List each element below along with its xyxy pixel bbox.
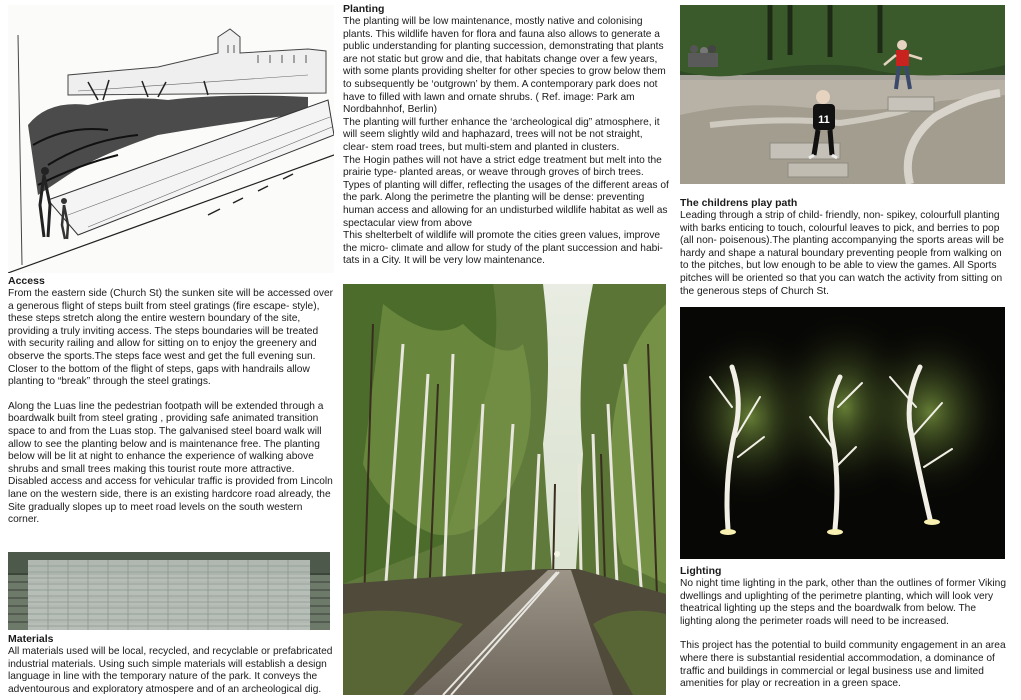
planting-heading: Planting <box>343 3 385 15</box>
planting-paragraph-3: The Hogin pathes will not have a strict edge treatment but melt into the prairie type- planted areas, or weave through groves of birch trees. <box>343 154 662 179</box>
planting-paragraph-4: Types of planting will differ, reflecting the usages of the different areas of the park. Along the perimetre the planting will be dense: preventing human access and allowing for an undisturbed wildlife habitat as well as spectacular view from above <box>343 179 669 229</box>
steel-grating-photo <box>8 552 330 630</box>
materials-paragraph: All materials used will be local, recycled, and recyclable or prefabricated industrial materials. Using such simple materials will establish a design language in line with the temporary nature of the park. It conveys the adventourous and exploratory atmospere and of an archeological dig. <box>8 646 333 695</box>
play-path-paragraph: Leading through a strip of child- friendly, non- spikey, colourfull planting with barks enticing to touch, colourful leaves to pick, and berries to pop (all non- poisenous).The planting accompanying the sports areas will be hardy and shape a natural boundary preventing people from walking on to the pitches, but low enough to be able to view the games. All Sports pitches will be oriented so that you can watch the activity from sitting on the generous steps of Church St. <box>680 210 1004 297</box>
birch-avenue-photo <box>343 284 666 695</box>
access-paragraph-1: From the eastern side (Church St) the sunken site will be accessed over a generous flight of steps built from steel gratings (fire escape- style), these steps stretch along the entire western boundary of the site, providing a truly inviting access. The steps boundaries will be treated with security railing and allow for sitting on to enjoy the greenery and observe the sports.The steps face west and get the full evening sun. Closer to the bottom of the flight of steps, gaps with handrails allow planting to “break” through the steel gratings. <box>8 288 334 388</box>
planting-paragraph-5: This shelterbelt of wildlife will promote the cities green values, improve the micro- climate and allow for study of the plant succession and habi- tats in a City. It will be very low maintenance. <box>343 230 663 267</box>
play-path-heading: The childrens play path <box>680 197 798 209</box>
planting-paragraph-2: The planting will further enhance the ‘archeological dig” atmosphere, it will seem slightly wild and haphazard, trees will not be not straight, clear- stem road trees, but multi-stem and planted in clusters. <box>343 116 660 153</box>
children-play-path-photo <box>680 5 1005 184</box>
uplit-birch-trees-photo <box>680 307 1005 559</box>
materials-heading: Materials <box>8 633 54 645</box>
planting-paragraph-1: The planting will be low maintenance, mostly native and colonising plants. This wildlife haven for flora and fauna also allows to generate a public understanding for planting succession, demonstrating that plants are not static but grow and die, that habitats change over a few years, with some plants providing shelter for other species to grow below them to subsequently be ‘outgrown’ by them. A contemporary park does not have to filled with lawn and ornate shrubs. ( Ref. image: Park am Nordbahnhof, Berlin) <box>343 16 666 116</box>
lighting-heading: Lighting <box>680 565 722 577</box>
access-heading: Access <box>8 275 45 287</box>
sketch-illustration <box>8 5 334 273</box>
lighting-paragraph-2: This project has the potential to build community engagement in an area where there is substantial residential accommodation, a dominance of traffic and buildings in commercial or legal business use and limited amenities for play or recreation in a green space. <box>680 640 1006 690</box>
lighting-paragraph-1: No night time lighting in the park, other than the outlines of former Viking dwellings and uplighting of the perimetre planting, which will look very theatrical lighting up the steps and the boardwalk from below. The lighting along the perimeter roads will need to be increased. <box>680 578 1006 627</box>
access-paragraph-2: Along the Luas line the pedestrian footpath will be extended through a boardwalk built from steel grating , providing safe animated transition space to and from the Luas stop. The galvanised steel board walk will allow to see the planting below and is maintenance free. The planting below will be lit at night to enhance the experience of walking above shrubs and small trees making this tourist route more attractive. Disabled access and access for vehicular traffic is provided from Lincoln lane on the western side, there is an existing hardcore road already, the Site gradually slopes up to meet road levels on the south western corner. <box>8 400 333 526</box>
shirt-number: 11 <box>818 114 830 126</box>
